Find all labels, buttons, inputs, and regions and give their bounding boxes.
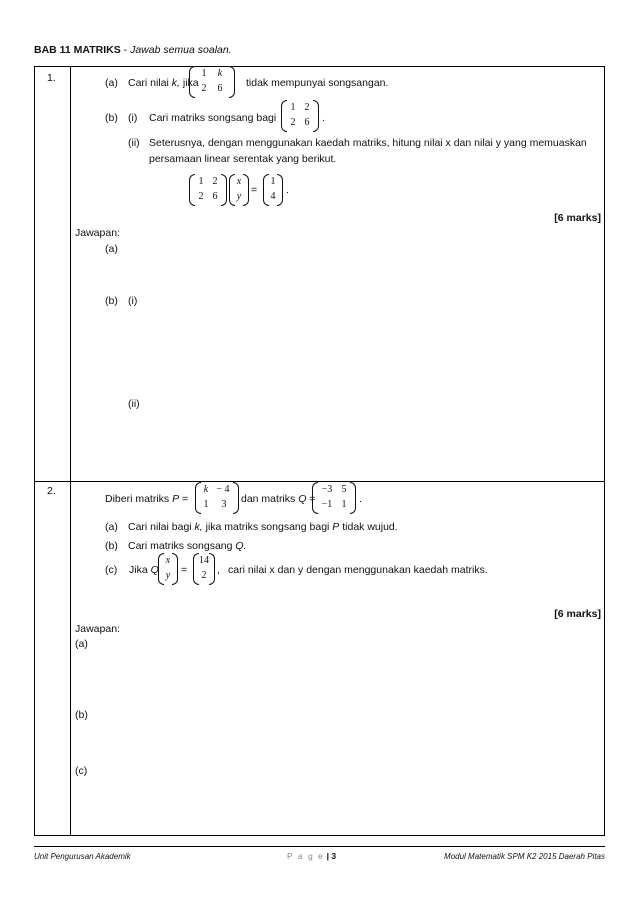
q1-marks: [6 marks] [554,212,601,224]
q1bi-matrix: 1 2 2 6 [281,100,319,132]
q2-matrix-p: k − 4 1 3 [195,482,239,514]
footer-left: Unit Pengurusan Akademik [34,852,131,861]
q1bi-label: (i) [128,112,138,124]
q1-eq-matrix-x: x y [229,174,249,206]
q2-matrix-q: −3 5 −1 1 [312,482,356,514]
footer-page: P a g e | 3 [287,851,337,861]
q1-eq-dot: . [286,184,289,196]
q1-answer-label: Jawapan: [75,227,120,239]
header-separator: - [120,44,131,56]
q2-intro: Diberi matriks P = [105,493,189,505]
q1a-matrix: 1 k 2 6 [189,66,235,98]
q1-answer-a: (a) [105,243,118,255]
q1-answer-bi: (i) [128,295,138,307]
q2b-text: Cari matriks songsang Q. [128,540,247,552]
q2a-label: (a) [105,521,118,533]
q1bi-dot: . [322,112,325,124]
q1-eq-matrix-a: 1 2 2 6 [189,174,227,206]
question-table [34,66,605,836]
q2c-matrix-b: 14 2 [193,553,215,585]
footer-rule [34,846,605,847]
q1bii-text-line2: persamaan linear serentak yang berikut. [149,153,337,165]
q2-intro-dot: . [359,493,362,505]
q1-answer-bii: (ii) [128,398,140,410]
footer-right: Modul Matematik SPM K2 2015 Daerah Pitas [444,852,605,861]
q2b-label: (b) [105,540,118,552]
header-instruction: Jawab semua soalan. [130,44,232,56]
q1bii-text-line1: Seterusnya, dengan menggunakan kaedah matriks, hitung nilai x dan nilai y yang memuaskan [149,137,587,149]
q2c-matrix-x: x y [158,553,178,585]
q1a-label: (a) [105,77,118,89]
chapter-title: BAB 11 MATRIKS [34,44,121,56]
q2a-text: Cari nilai bagi k, jika matriks songsang bagi P tidak wujud. [128,521,398,533]
q1-eq-equals: = [251,184,258,196]
q2-answer-label: Jawapan: [75,623,120,635]
q1a-text: Cari nilai k, jika [128,77,199,89]
q2c-equals: = [181,564,188,576]
q2c-text: Jika Q [129,564,159,576]
q1a-text-after: tidak mempunyai songsangan. [246,77,389,89]
q2-number: 2. [47,485,56,497]
q2c-comma: , [217,564,220,576]
q2-answer-b: (b) [75,709,88,721]
column-divider [70,67,71,835]
q1b-label: (b) [105,112,118,124]
q1-eq-matrix-b: 1 4 [263,174,283,206]
q1bii-label: (ii) [128,137,140,149]
q2-intro-2: dan matriks Q = [241,493,316,505]
q1bi-text: Cari matriks songsang bagi [149,112,277,124]
q2c-text-after: cari nilai x dan y dengan menggunakan kaedah matriks. [228,564,488,576]
q2c-label: (c) [105,564,118,576]
q1-answer-b: (b) [105,295,118,307]
q2-answer-a: (a) [75,638,88,650]
q2-answer-c: (c) [75,765,88,777]
q1-number: 1. [47,72,56,84]
page-header [34,44,232,56]
page-number: 3 [331,851,337,861]
q2-marks: [6 marks] [554,608,601,620]
